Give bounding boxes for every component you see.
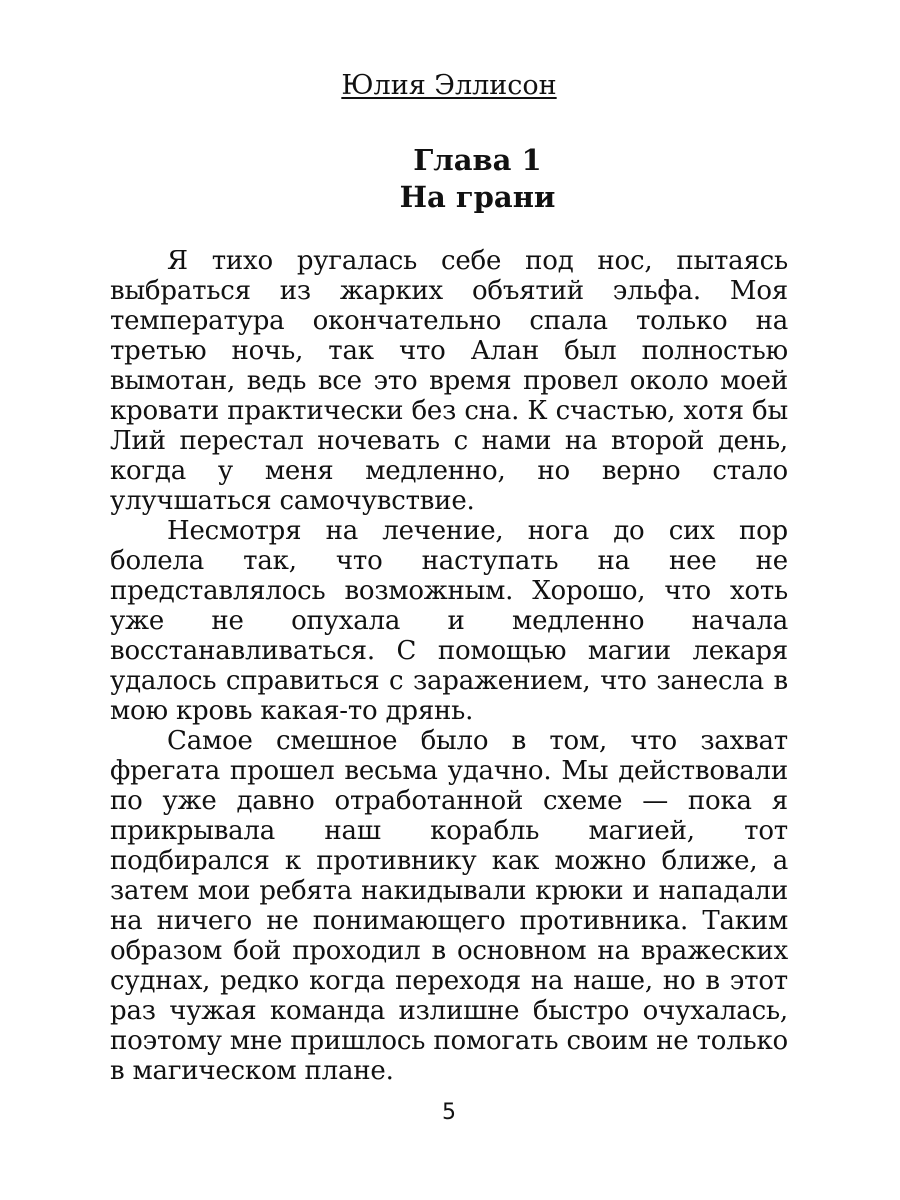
paragraph: Несмотря на лечение, нога до сих пор болела так, что наступать на нее не представлялось возможным. Хорошо, что хоть уже не опухала и медленно начала восстанавливаться. С помощью магии лекаря удалось справиться с заражением, что занесла в мою кровь какая-то дрянь. [110,516,788,726]
chapter-number-line: Глава 1 [413,143,542,177]
paragraph: Я тихо ругалась себе под нос, пытаясь выбраться из жарких объятий эльфа. Моя температура окончательно спала только на третью ночь, так что Алан был полностью вымотан, ведь все это время провел около моей кровати практически без сна. К счастью, хотя бы Лий перестал ночевать с нами на второй день, когда у меня медленно, но верно стало улучшаться самочувствие. [110,246,788,516]
author-header: Юлия Эллисон [341,70,557,101]
chapter-name-line: На грани [399,180,556,214]
chapter-text [110,246,788,1086]
page-number: 5 [442,1100,456,1125]
paragraph: Самое смешное было в том, что захват фрегата прошел весьма удачно. Мы действовали по уже давно отработанной схеме — пока я прикрывала наш корабль магией, тот подбирался к противнику как можно ближе, а затем мои ребята накидывали крюки и нападали на ничего не понимающего противника. Таким образом бой проходил в основном на вражеских суднах, редко когда переходя на наше, но в этот раз чужая команда излишне быстро очухалась, поэтому мне пришлось помогать своим не только в магическом плане. [110,726,788,1086]
chapter-title-block [167,142,788,216]
